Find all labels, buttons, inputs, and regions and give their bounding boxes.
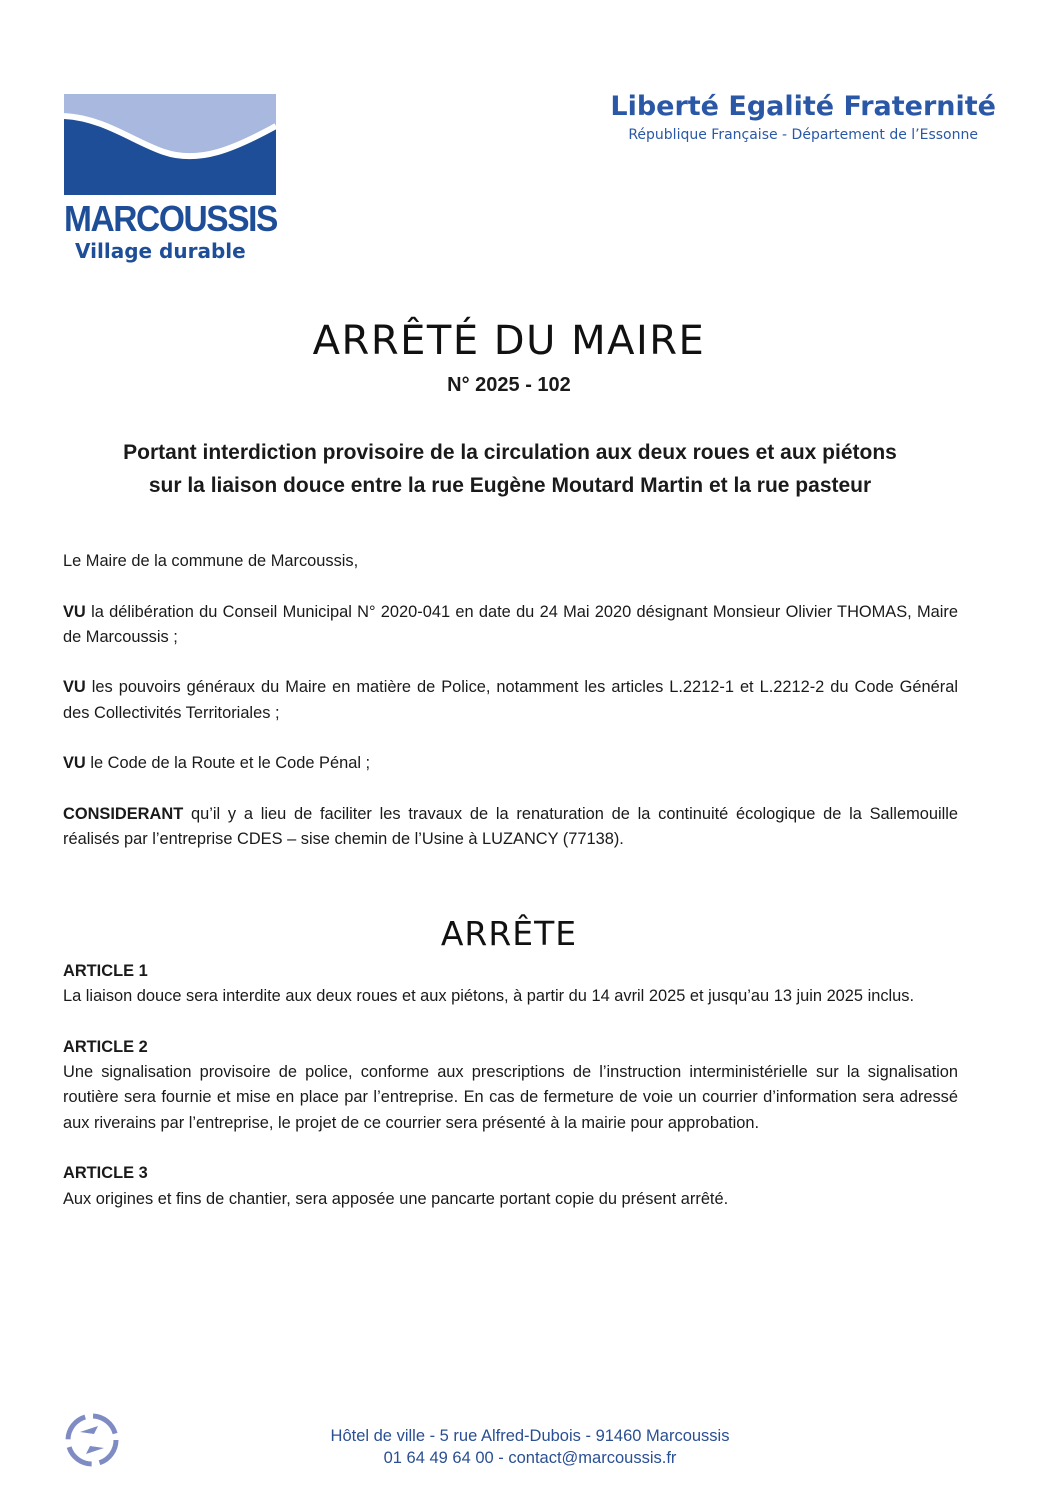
vu-label: VU <box>63 678 86 697</box>
vu-label: VU <box>63 602 86 621</box>
wave-logo-icon <box>64 94 276 195</box>
article-text: La liaison douce sera interdite aux deux roues et aux piétons, à partir du 14 avril 2025 et jusqu’au 13 juin 2025 inclus. <box>63 987 915 1006</box>
footer-contact: 01 64 49 64 00 - contact@marcoussis.fr <box>383 1449 677 1467</box>
article-text: Aux origines et fins de chantier, sera apposée une pancarte portant copie du présent arrêté. <box>63 1189 729 1208</box>
subject-line-1: Portant interdiction provisoire de la circulation aux deux roues et aux piétons <box>123 441 897 464</box>
preamble-vu-2 <box>63 675 958 726</box>
considerant-text: qu’il y a lieu de faciliter les travaux de la renaturation de la continuité écologique de la Sallemouille réalisés par l’entreprise CDES – sise chemin de l’Usine à LUZANCY (77138). <box>63 804 958 849</box>
page-title: ARRÊTÉ DU MAIRE <box>312 318 706 364</box>
vu-label: VU <box>63 754 86 773</box>
document-number: N° 2025 - 102 <box>447 374 571 396</box>
vu-text: les pouvoirs généraux du Maire en matière de Police, notamment les articles L.2212-1 et L.2212-2 du Code Général des Collectivités Territoriales ; <box>63 678 958 722</box>
document-subject <box>60 436 960 502</box>
logo-tagline: Village durable <box>75 239 246 263</box>
preamble-intro: Le Maire de la commune de Marcoussis, <box>63 552 359 570</box>
preamble-vu-1 <box>63 600 958 651</box>
recycled-paper-icon <box>64 1412 120 1468</box>
preamble-vu-3 <box>63 751 958 776</box>
preamble <box>63 549 958 878</box>
article-2 <box>63 1035 958 1136</box>
considerant-label: CONSIDERANT <box>63 804 184 823</box>
motto-sub: République Française - Département de l’Essonne <box>628 127 978 143</box>
article-3 <box>63 1161 958 1212</box>
republic-motto <box>610 90 996 145</box>
article-title: ARTICLE 3 <box>63 1164 148 1183</box>
article-title: ARTICLE 1 <box>63 962 148 980</box>
vu-text: la délibération du Conseil Municipal N° 2020-041 en date du 24 Mai 2020 désignant Monsieur Olivier THOMAS, Maire de Marcoussis ; <box>63 602 958 646</box>
motto-main: Liberté Egalité Fraternité <box>610 91 996 122</box>
footer-address: Hôtel de ville - 5 rue Alfred-Dubois - 91460 Marcoussis <box>330 1427 730 1445</box>
article-text: Une signalisation provisoire de police, conforme aux prescriptions de l’instruction interministérielle sur la signalisation routière sera fournie et mise en place par l’entreprise. En cas de fermeture de voie un courrier d’information sera adressé aux riverains par l’entreprise, le projet de ce courrier sera présenté à la mairie pour approbation. <box>63 1063 958 1132</box>
subject-line-2: sur la liaison douce entre la rue Eugène Moutard Martin et la rue pasteur <box>148 474 872 497</box>
preamble-considerant <box>63 802 958 853</box>
logo-name: MARCOUSSIS <box>64 198 277 239</box>
articles <box>63 959 958 1237</box>
vu-text: le Code de la Route et le Code Pénal ; <box>85 754 371 773</box>
footer <box>250 1425 810 1469</box>
article-title: ARTICLE 2 <box>63 1037 148 1056</box>
article-1 <box>63 959 958 1010</box>
marcoussis-logo <box>64 94 276 263</box>
arrete-heading: ARRÊTE <box>440 914 578 953</box>
